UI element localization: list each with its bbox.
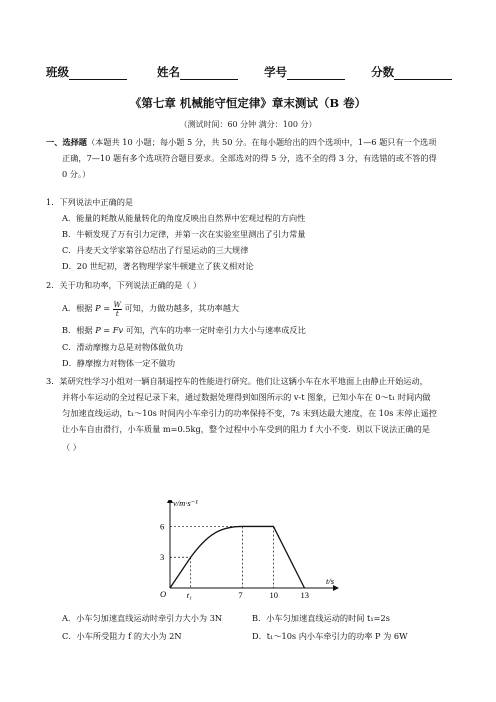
- score-label: 分数: [371, 65, 395, 79]
- x-axis-label: t/s: [326, 576, 335, 586]
- q2-option-d: D．静摩擦力对物体一定不做功: [62, 358, 176, 368]
- graph-guides: [170, 526, 273, 588]
- name-blank[interactable]: [180, 67, 238, 80]
- q2-a-denominator: t: [115, 309, 119, 318]
- q1-option-b: B．牛顿发现了万有引力定律，并第一次在实验室里测出了引力常量: [62, 229, 306, 239]
- q2-a-fraction: [113, 301, 122, 318]
- page-subtitle: （测试时间：60 分钟 满分：100 分）: [179, 120, 317, 129]
- y-tick-label: 3: [160, 552, 165, 563]
- x-tick-label: 10: [269, 590, 278, 600]
- page-title: 《第七章 机械能守恒定律》章末测试（B 卷）: [129, 96, 367, 110]
- q1-option-d: D．20 世纪初，著名物理学家牛顿建立了狭义相对论: [62, 261, 254, 271]
- q2-option-c: C．滑动摩擦力总是对物体做负功: [62, 342, 183, 352]
- q2-option-a: [62, 298, 239, 318]
- section1-text1: （本题共 10 小题；每小题 5 分，共 50 分。在每小题给出的四个选项中，1—6 题只有一个选项: [86, 137, 437, 147]
- q2-a-formula-left: P =: [95, 303, 111, 313]
- x-tick-label: t₁: [186, 590, 193, 600]
- y-tick-label: 6: [160, 521, 165, 532]
- q2-a-prefix: A．根据: [62, 303, 96, 313]
- name-label: 姓名: [157, 65, 181, 79]
- q2-option-b: [62, 322, 306, 338]
- q2-stem: 2．关于功和功率，下列说法正确的是（ ）: [46, 280, 202, 290]
- q3-option-c: C．小车所受阻力 f 的大小为 2N: [62, 631, 182, 641]
- q2-b-prefix: B．根据: [62, 325, 96, 335]
- q3-line4: 让小车自由滑行，小车质量 m=0.5kg，整个过程中小车受到的阻力 f 大小不变．则以下说法正确的是: [62, 424, 430, 434]
- y-axis-label: v/m·s⁻¹: [173, 500, 198, 508]
- q2-b-suffix: 可知，汽车的功率一定时牵引力大小与速率成反比: [123, 325, 306, 335]
- q3-line5: （ ）: [62, 442, 81, 452]
- graph-axes: [170, 500, 338, 588]
- q3-option-d: D．t₁～10s 内小车牵引力的功率 P 为 6W: [252, 631, 408, 641]
- q3-line1: 3．某研究性学习小组对一辆自制遥控车的性能进行研究。他们让这辆小车在水平地面上由静止开始运动，: [46, 376, 428, 386]
- q3-option-b: B．小车匀加速直线运动的时间 t₁=2s: [252, 613, 390, 623]
- section1-line1: [46, 134, 436, 150]
- header-line: [46, 64, 466, 80]
- section1-line2: 正确，7—10 题有多个选项符合题目要求。全部选对的得 5 分，选不全的得 3 分，有选错的或不答的得: [62, 153, 437, 163]
- q1-stem: 1．下列说法中正确的是: [46, 197, 134, 207]
- class-label: 班级: [46, 65, 69, 79]
- q3-line2: 并将小车运动的全过程记录下来，通过数据处理得到如图所示的 v-t 图象，已知小车在 0～t₁ 时间内做: [62, 392, 431, 402]
- graph-curve: [170, 526, 304, 588]
- graph-labels: [160, 500, 335, 600]
- score-blank[interactable]: [394, 67, 452, 80]
- section1-heading: 一、选择题: [46, 137, 87, 147]
- vt-series-line: [170, 526, 304, 588]
- origin-label: O: [160, 589, 167, 599]
- q1-option-a: A．能量的耗散从能量转化的角度反映出自然界中宏观过程的方向性: [62, 213, 306, 223]
- x-tick-label: 13: [300, 590, 309, 600]
- q2-b-formula: P = Fv: [95, 325, 124, 335]
- class-blank[interactable]: [69, 67, 127, 80]
- vt-graph: [150, 500, 350, 605]
- id-blank[interactable]: [287, 67, 345, 80]
- section1-line3: 0 分。）: [62, 169, 91, 179]
- id-label: 学号: [264, 65, 288, 79]
- q3-option-a: A．小车匀加速直线运动时牵引力大小为 3N: [62, 613, 223, 623]
- x-tick-label: 7: [238, 590, 243, 600]
- q3-line3: 匀加速直线运动，t₁～10s 时间内小车牵引力的功率保持不变，7s 末到达最大速度，在 10s 末停止遥控: [62, 408, 437, 418]
- q2-a-numerator: W: [113, 300, 121, 309]
- q1-option-c: C．丹麦天文学家第谷总结出了行星运动的三大规律: [62, 245, 249, 255]
- q2-a-suffix: 可知，力做功越多，其功率越大: [121, 303, 240, 313]
